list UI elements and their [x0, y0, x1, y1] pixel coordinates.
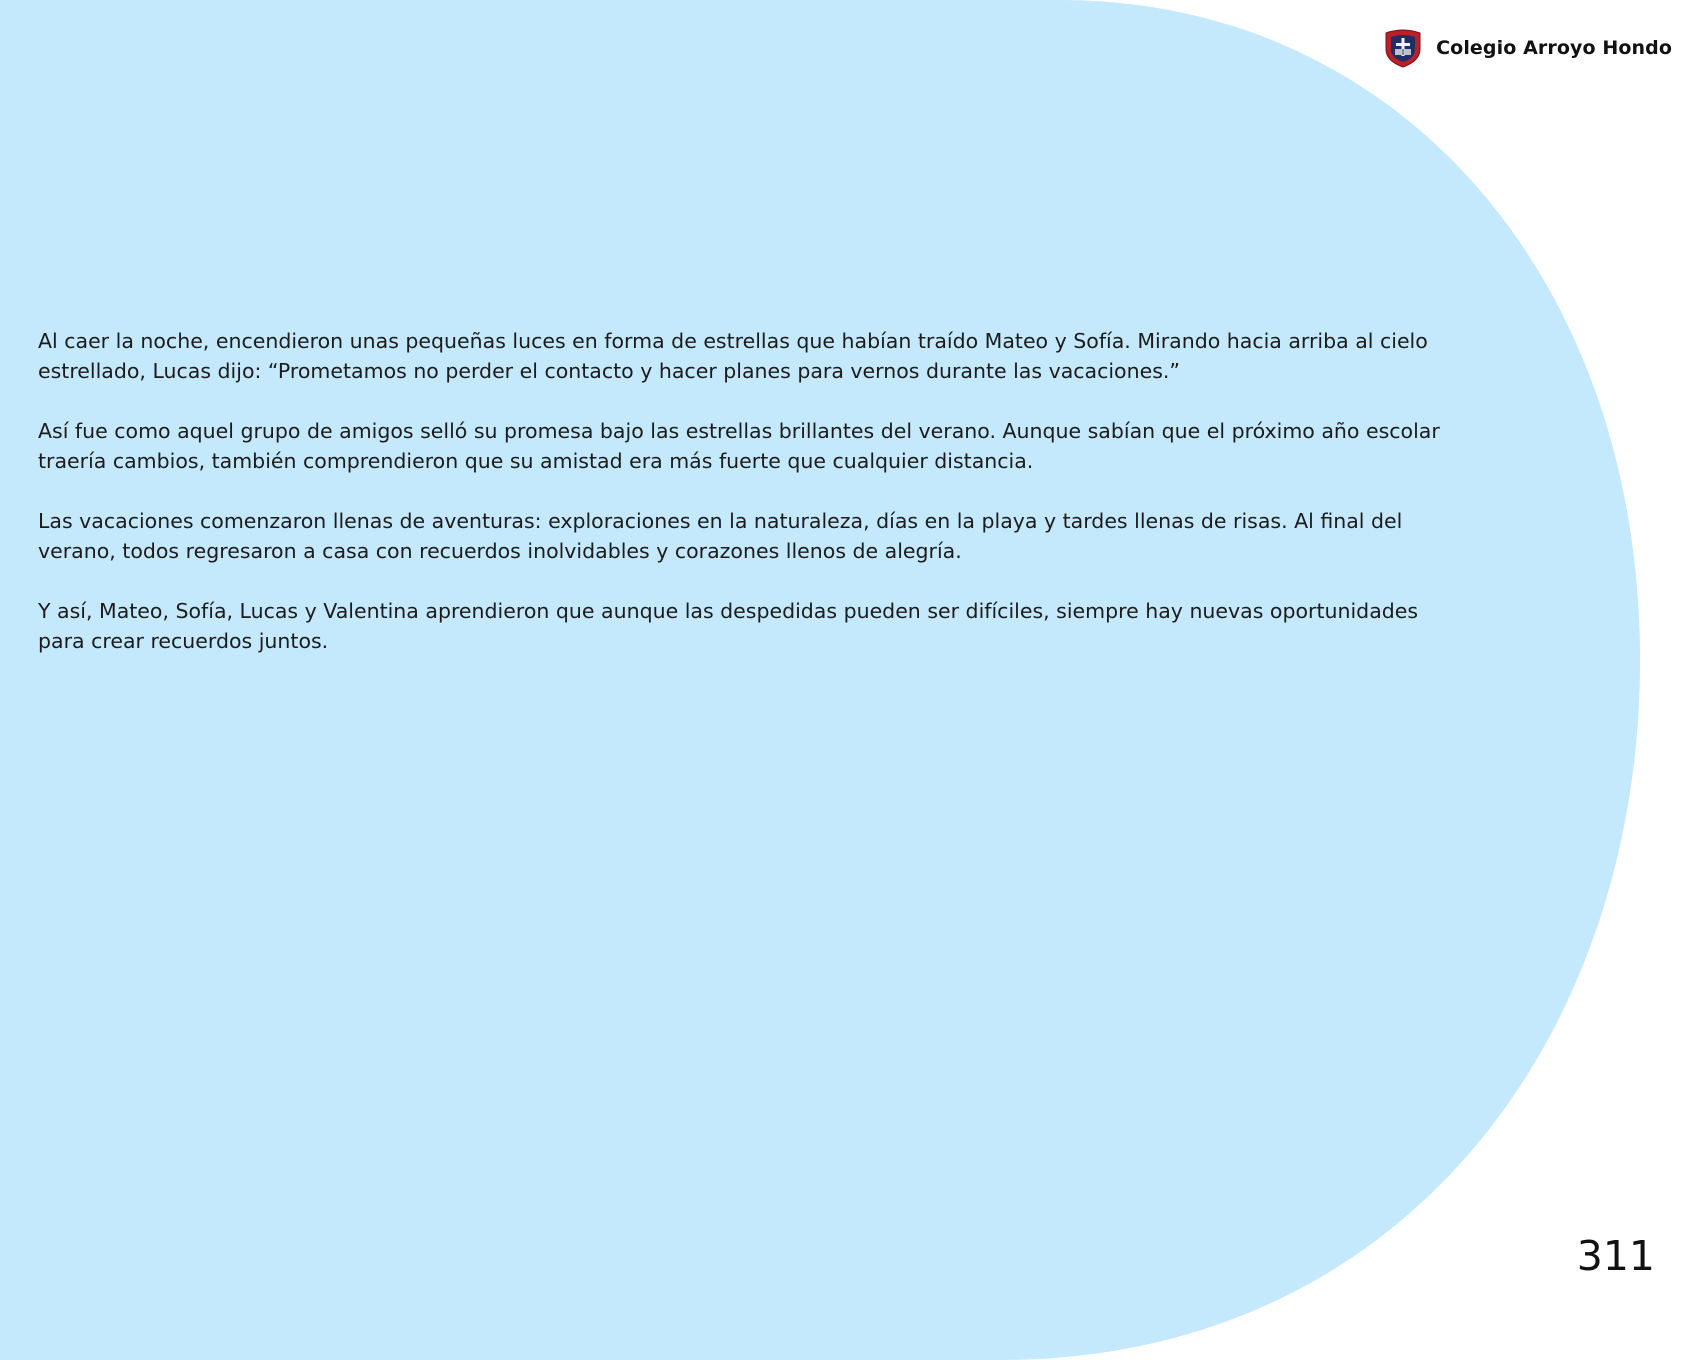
paragraph: Al caer la noche, encendieron unas pequeñas luces en forma de estrellas que habían traído Mateo y Sofía. Mirando hacia arriba al cielo estrellado, Lucas dijo: “Prometamos no perder el contacto y hacer planes para vernos durante las vacaciones.”: [38, 329, 1428, 383]
story-text: [38, 326, 1458, 686]
school-crest-icon: [1382, 27, 1424, 69]
paragraph: Y así, Mateo, Sofía, Lucas y Valentina aprendieron que aunque las despedidas pueden ser difíciles, siempre hay nuevas oportunidades para crear recuerdos juntos.: [38, 599, 1419, 653]
school-name: Colegio Arroyo Hondo: [1436, 37, 1672, 59]
paragraph: Así fue como aquel grupo de amigos selló su promesa bajo las estrellas brillantes del verano. Aunque sabían que el próximo año escolar traería cambios, también comprendieron que su amistad era más fuerte que cualquier distancia.: [38, 419, 1440, 473]
header: [1382, 27, 1672, 69]
paragraph: Las vacaciones comenzaron llenas de aventuras: exploraciones en la naturaleza, días en la playa y tardes llenas de risas. Al final del verano, todos regresaron a casa con recuerdos inolvidables y corazones llenos de alegría.: [38, 509, 1403, 563]
page-number: 311: [1576, 1232, 1655, 1280]
